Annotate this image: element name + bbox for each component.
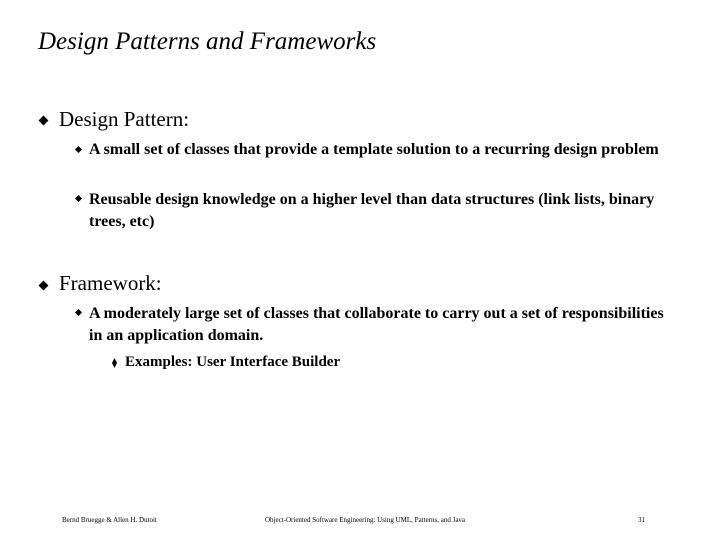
subitem-design-pattern-2: Reusable design knowledge on a higher level than data structures (link lists, binary trees, etc)	[89, 191, 655, 230]
subitem-framework-1: A moderately large set of classes that collaborate to carry out a set of responsibilities in an application domain.	[89, 305, 664, 344]
slide-title: Design Patterns and Frameworks	[38, 28, 377, 55]
sub-bullet-icon	[75, 309, 82, 316]
footer-authors: Bernd Bruegge & Allen H. Dutoit	[62, 516, 157, 524]
footer-page-number: 31	[638, 516, 645, 524]
sub-bullet-icon	[75, 146, 82, 153]
subsubitem-examples: Examples: User Interface Builder	[125, 354, 341, 370]
bullet-design-pattern: Design Pattern:	[59, 107, 190, 131]
bullet-framework: Framework:	[59, 271, 162, 295]
diamond-bullet-icon	[39, 116, 49, 126]
sub-bullet-icon	[75, 195, 82, 202]
diamond-bullet-icon	[39, 281, 49, 291]
subitem-design-pattern-1: A small set of classes that provide a template solution to a recurring design problem	[89, 141, 659, 158]
footer-book-title: Object-Oriented Software Engineering: Using UML, Patterns, and Java	[265, 516, 466, 524]
sub-sub-bullet-icon	[112, 358, 117, 368]
